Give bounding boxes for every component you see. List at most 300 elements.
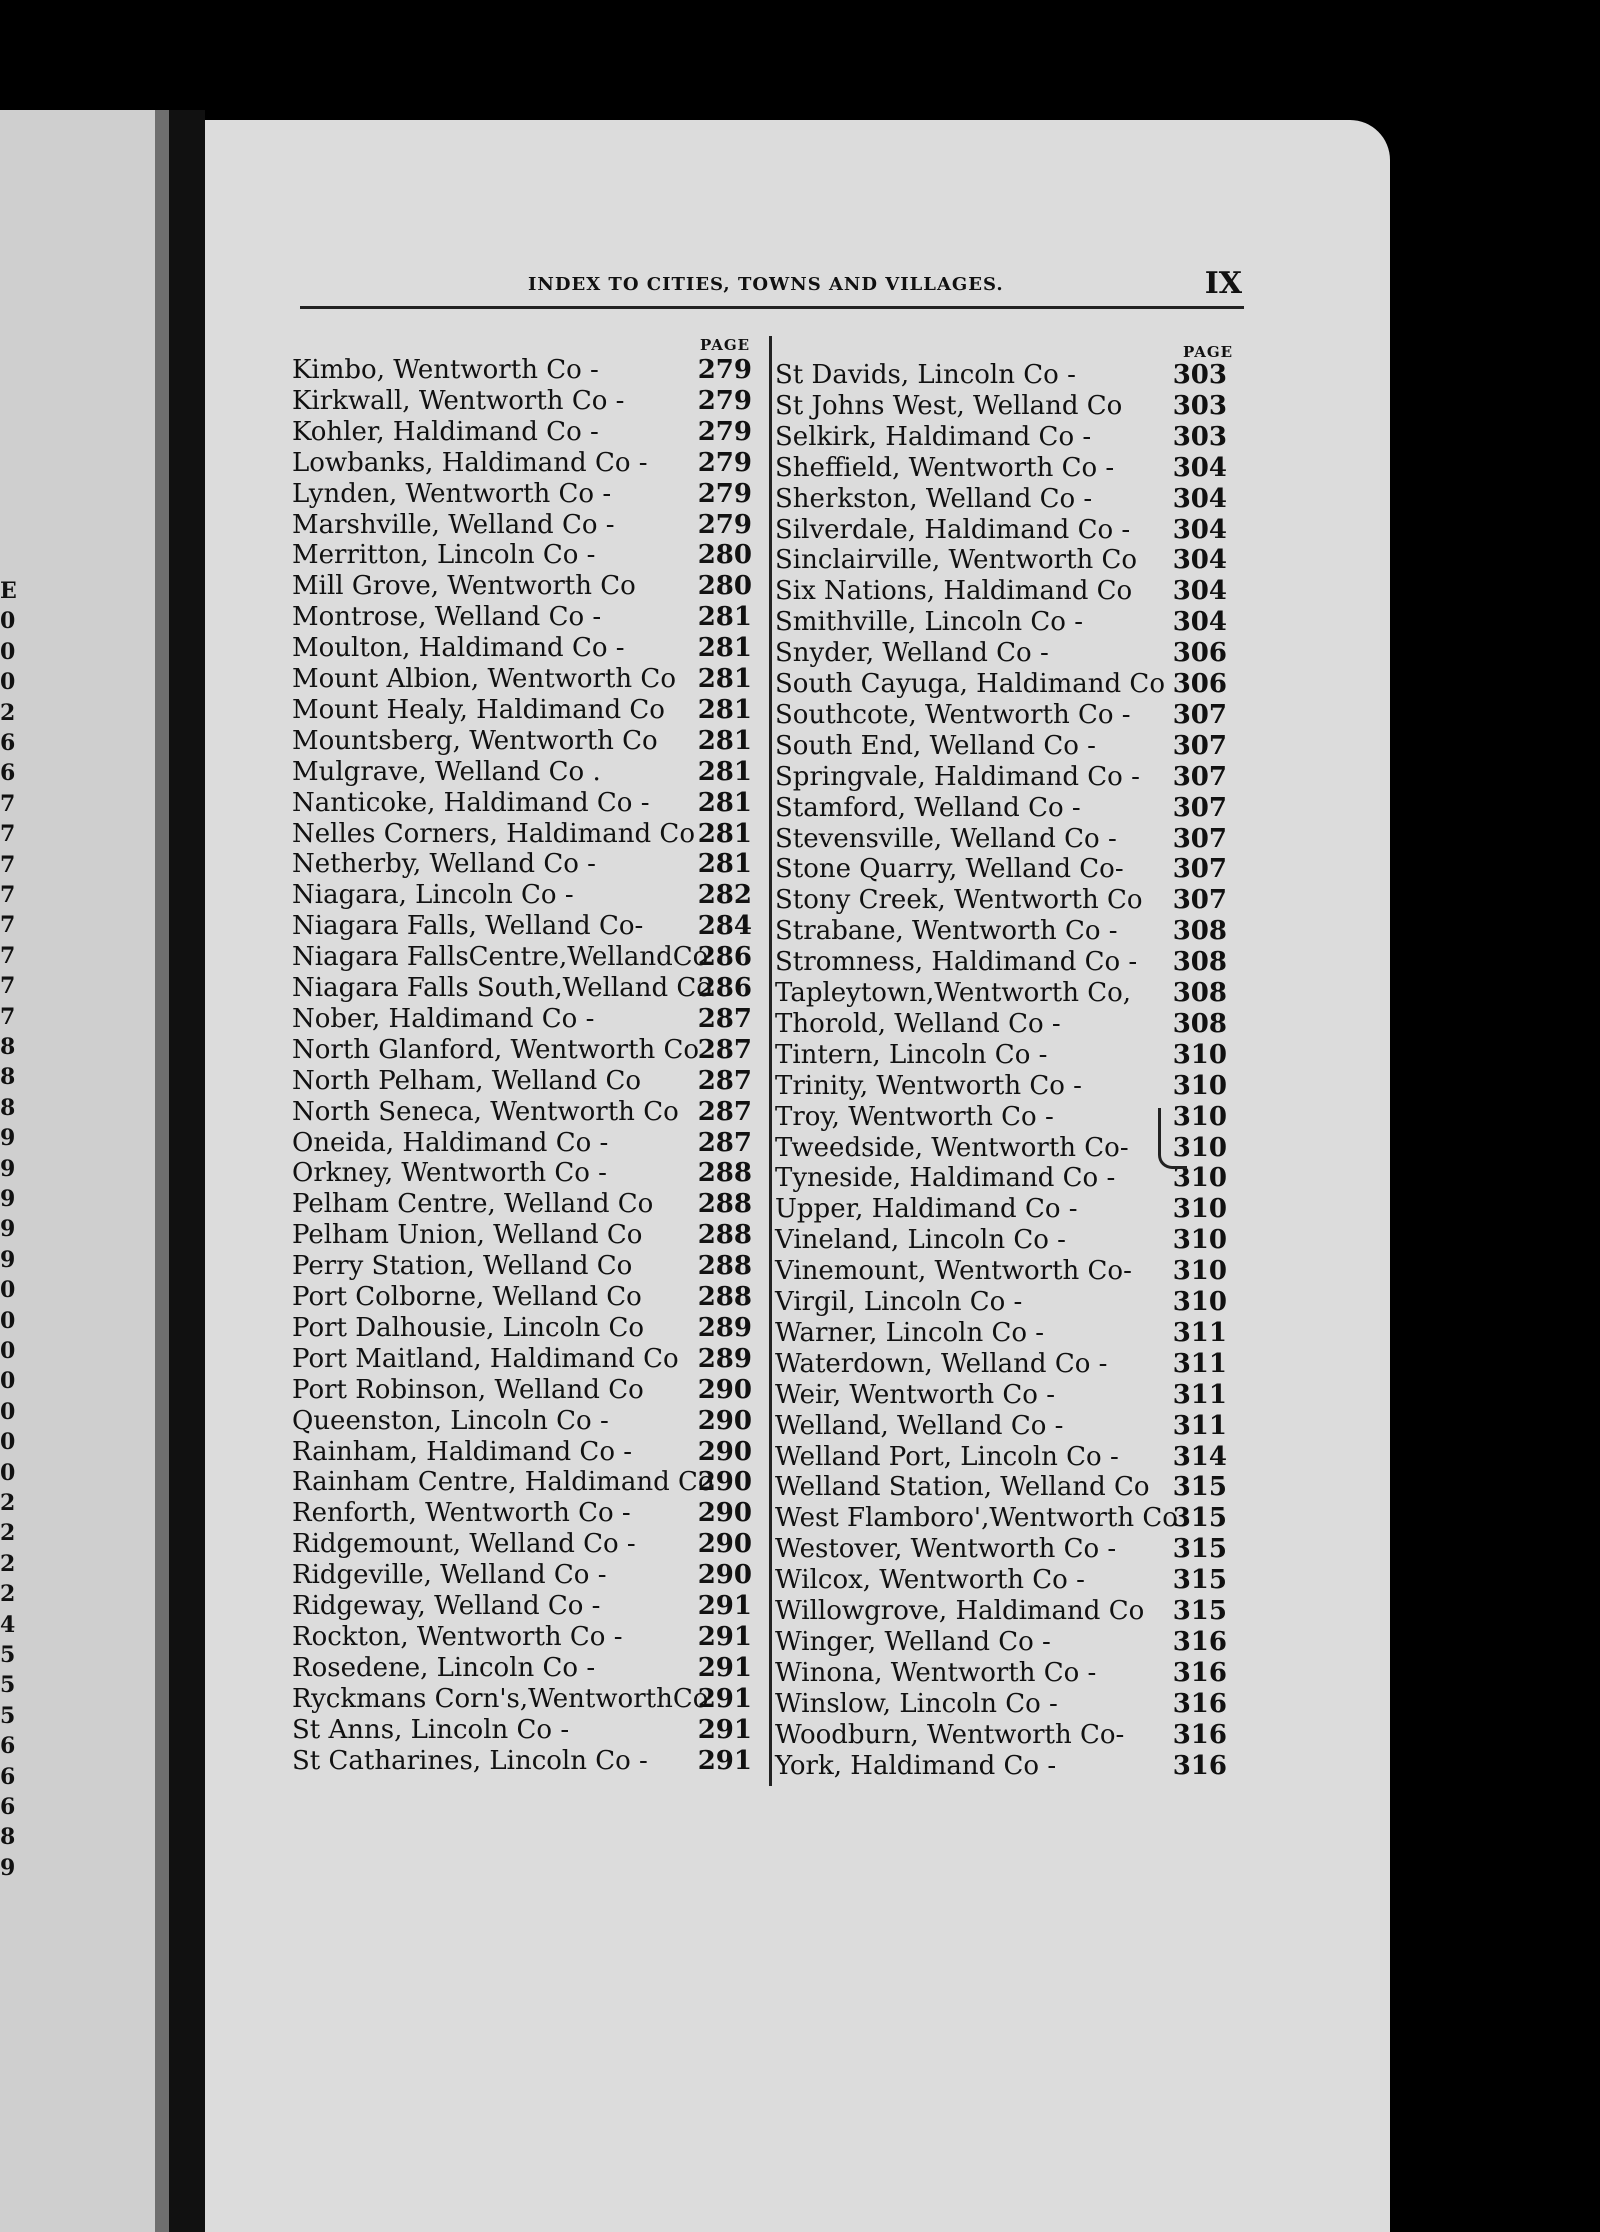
entry-place: Trinity, Wentworth Co - (775, 1070, 1082, 1101)
entry-place: Southcote, Wentworth Co - (775, 699, 1131, 730)
previous-page-fragment: 9 (0, 1854, 16, 1881)
entry-place: Port Dalhousie, Lincoln Co (292, 1312, 645, 1343)
entry-place: Marshville, Welland Co - (292, 509, 615, 540)
entry-page: 291 (697, 1652, 752, 1683)
entry-place: Westover, Wentworth Co - (775, 1534, 1117, 1565)
entry-page: 316 (1172, 1657, 1227, 1688)
entry-place: Mill Grove, Wentworth Co (292, 571, 636, 602)
entry-page: 303 (1172, 390, 1227, 421)
index-entry (775, 854, 1235, 885)
entry-page: 289 (697, 1343, 752, 1374)
index-entry (292, 479, 752, 510)
entry-page: 281 (697, 664, 752, 694)
previous-page-fragment: 2 (0, 1550, 16, 1577)
entry-page: 279 (697, 355, 752, 385)
index-entry (775, 1472, 1235, 1503)
entry-place: Queenston, Lincoln Co - (292, 1405, 609, 1436)
previous-page-fragment: 9 (0, 1125, 16, 1152)
index-entry (292, 355, 752, 386)
index-entry (292, 571, 752, 602)
entry-page: 304 (1172, 576, 1227, 607)
entry-place: St Anns, Lincoln Co - (292, 1714, 570, 1745)
index-entry (292, 973, 752, 1004)
index-entry (292, 1591, 752, 1622)
entry-place: Lowbanks, Haldimand Co - (292, 447, 648, 478)
entry-page: 281 (697, 849, 752, 880)
index-entry (292, 1344, 752, 1375)
entry-page: 281 (697, 787, 752, 818)
index-entry (292, 1622, 752, 1653)
entry-place: Upper, Haldimand Co - (775, 1194, 1078, 1225)
index-entry (775, 978, 1235, 1009)
previous-page-fragment: 5 (0, 1672, 16, 1699)
entry-place: Kohler, Haldimand Co - (292, 416, 599, 447)
entry-place: Vineland, Lincoln Co - (775, 1225, 1066, 1256)
entry-place: Troy, Wentworth Co - (775, 1101, 1054, 1132)
entry-place: Warner, Lincoln Co - (775, 1317, 1045, 1348)
entry-page: 308 (1172, 947, 1227, 978)
entry-place: Willowgrove, Haldimand Co (775, 1596, 1145, 1626)
entry-place: Winslow, Lincoln Co - (775, 1688, 1058, 1719)
entry-page: 316 (1172, 1719, 1227, 1750)
entry-place: Thorold, Welland Co - (775, 1008, 1061, 1039)
previous-page-fragment: 7 (0, 882, 16, 908)
index-entry (775, 638, 1235, 669)
entry-place: Renforth, Wentworth Co - (292, 1498, 631, 1529)
entry-page: 287 (697, 1034, 752, 1065)
entry-page: 306 (1172, 638, 1227, 669)
entry-page: 310 (1172, 1039, 1227, 1070)
previous-page-fragment: 0 (0, 608, 16, 635)
previous-page-fragment: 7 (0, 973, 16, 1000)
entry-page: 307 (1172, 730, 1227, 761)
previous-page-fragment: E (0, 578, 17, 604)
previous-page-fragment: 8 (0, 1034, 16, 1060)
entry-place: Welland Station, Welland Co (775, 1472, 1150, 1503)
index-entry (775, 824, 1235, 855)
entry-place: Rainham, Haldimand Co - (292, 1436, 633, 1467)
entry-page: 307 (1172, 761, 1227, 792)
entry-place: Stony Creek, Wentworth Co (775, 885, 1143, 916)
entry-place: South Cayuga, Haldimand Co (775, 669, 1165, 699)
entry-page: 310 (1172, 1070, 1227, 1101)
entry-page: 286 (697, 942, 752, 973)
header-rule (300, 306, 1244, 309)
entry-place: Nelles Corners, Haldimand Co (292, 818, 695, 849)
previous-page-fragment: 9 (0, 1155, 16, 1182)
entry-place: Waterdown, Welland Co - (775, 1348, 1108, 1379)
entry-place: North Glanford, Wentworth Co (292, 1034, 700, 1065)
entry-place: Mulgrave, Welland Co . (292, 756, 601, 787)
entry-place: Strabane, Wentworth Co - (775, 916, 1118, 947)
previous-page-fragment: 0 (0, 1368, 16, 1395)
entry-page: 279 (697, 478, 752, 509)
previous-page-fragment: 0 (0, 669, 16, 696)
index-entry (292, 510, 752, 541)
entry-page: 290 (697, 1374, 752, 1405)
entry-place: Snyder, Welland Co - (775, 638, 1049, 669)
entry-page: 279 (697, 509, 752, 540)
index-entry (775, 1380, 1235, 1411)
page-header (300, 266, 1244, 306)
index-entry (292, 1715, 752, 1746)
index-entry (292, 1035, 752, 1066)
entry-page: 304 (1172, 545, 1227, 576)
entry-place: Rockton, Wentworth Co - (292, 1621, 623, 1652)
index-entry (292, 1282, 752, 1313)
entry-page: 284 (697, 911, 752, 942)
entry-place: Rosedene, Lincoln Co - (292, 1652, 596, 1683)
index-entry (775, 1751, 1235, 1782)
entry-place: St Johns West, Welland Co (775, 390, 1123, 421)
entry-page: 287 (697, 1065, 752, 1096)
entry-page: 311 (1172, 1348, 1227, 1379)
entry-place: Woodburn, Wentworth Co- (775, 1719, 1125, 1750)
index-entry (292, 880, 752, 911)
entry-place: Oneida, Haldimand Co - (292, 1127, 609, 1158)
entry-place: Kirkwall, Wentworth Co - (292, 385, 625, 416)
entry-place: Springvale, Haldimand Co - (775, 761, 1140, 792)
entry-place: Lynden, Wentworth Co - (292, 478, 612, 509)
entry-page: 288 (697, 1158, 752, 1189)
previous-page-fragment: 0 (0, 638, 16, 665)
index-entry (292, 417, 752, 448)
entry-page: 307 (1172, 854, 1227, 885)
entry-page: 281 (697, 756, 752, 787)
index-entry (292, 448, 752, 479)
entry-place: Nanticoke, Haldimand Co - (292, 787, 650, 818)
index-entry (292, 1653, 752, 1684)
previous-page-fragment: 8 (0, 1094, 16, 1121)
entry-page: 281 (697, 725, 752, 756)
index-entry (775, 515, 1235, 546)
index-entry (292, 819, 752, 850)
entry-place: Merritton, Lincoln Co - (292, 540, 596, 571)
entry-place: Moulton, Haldimand Co - (292, 633, 625, 664)
entry-page: 316 (1172, 1626, 1227, 1657)
previous-page-fragment: 7 (0, 821, 16, 848)
index-entry (775, 1318, 1235, 1349)
entry-page: 315 (1172, 1565, 1227, 1596)
page-number: IX (1204, 266, 1242, 301)
entry-page: 287 (697, 1003, 752, 1034)
entry-page: 291 (697, 1591, 752, 1621)
index-entry (775, 1627, 1235, 1658)
book-gutter (169, 110, 205, 2232)
previous-page-fragment: 6 (0, 760, 16, 787)
index-entry (292, 1097, 752, 1128)
entry-place: Weir, Wentworth Co - (775, 1379, 1055, 1410)
entry-page: 308 (1172, 1008, 1227, 1039)
index-entry (292, 1560, 752, 1591)
entry-page: 286 (697, 973, 752, 1003)
index-entry (292, 788, 752, 819)
index-entry (775, 1349, 1235, 1380)
entry-place: Winger, Welland Co - (775, 1626, 1051, 1657)
entry-page: 304 (1172, 452, 1227, 483)
index-entry (775, 1194, 1235, 1225)
entry-page: 304 (1172, 607, 1227, 638)
previous-page-fragment: 7 (0, 912, 16, 939)
index-entry (775, 1689, 1235, 1720)
entry-place: Sherkston, Welland Co - (775, 483, 1093, 514)
index-entry (775, 1534, 1235, 1565)
index-entry (775, 1596, 1235, 1627)
entry-page: 314 (1172, 1441, 1227, 1472)
index-entry (775, 422, 1235, 453)
index-entry (775, 885, 1235, 916)
entry-page: 304 (1172, 514, 1227, 545)
entry-page: 291 (697, 1714, 752, 1745)
entry-page: 290 (697, 1405, 752, 1436)
index-entry (775, 1009, 1235, 1040)
previous-page-fragment: 0 (0, 1429, 16, 1456)
index-entry (775, 1287, 1235, 1318)
entry-place: Ridgemount, Welland Co - (292, 1529, 636, 1560)
index-entry (292, 1158, 752, 1189)
entry-page: 315 (1172, 1503, 1227, 1534)
index-entry (775, 607, 1235, 638)
index-entry (775, 1720, 1235, 1751)
previous-page (0, 110, 160, 2232)
entry-page: 307 (1172, 792, 1227, 823)
previous-page-fragment: 7 (0, 1003, 16, 1030)
index-entry (292, 1128, 752, 1159)
previous-page-fragment: 6 (0, 1794, 16, 1820)
index-entry (292, 849, 752, 880)
previous-page-fragment: 8 (0, 1064, 16, 1091)
previous-page-fragment: 7 (0, 851, 16, 878)
entry-place: Selkirk, Haldimand Co - (775, 421, 1092, 452)
entry-place: Ridgeway, Welland Co - (292, 1591, 601, 1621)
entry-place: Tapleytown,Wentworth Co, (775, 978, 1132, 1008)
entry-place: North Pelham, Welland Co (292, 1065, 642, 1096)
entry-place: Virgil, Lincoln Co - (775, 1287, 1023, 1317)
index-entry (292, 1375, 752, 1406)
entry-place: South End, Welland Co - (775, 730, 1096, 761)
entry-page: 281 (697, 694, 752, 725)
entry-place: Pelham Union, Welland Co (292, 1220, 643, 1251)
index-entry (775, 1503, 1235, 1534)
previous-page-fragment: 7 (0, 790, 16, 817)
entry-page: 290 (697, 1467, 752, 1498)
entry-page: 310 (1172, 1101, 1227, 1132)
entry-place: Welland, Welland Co - (775, 1410, 1064, 1441)
index-entry (775, 1565, 1235, 1596)
index-entry (775, 576, 1235, 607)
entry-place: Mount Healy, Haldimand Co (292, 694, 665, 725)
index-entry (292, 942, 752, 973)
previous-page-fragment: 9 (0, 1216, 16, 1243)
entry-page: 290 (697, 1498, 752, 1529)
entry-place: Port Maitland, Haldimand Co (292, 1343, 679, 1374)
entry-place: Ridgeville, Welland Co - (292, 1560, 607, 1591)
pencil-mark (1158, 1108, 1187, 1169)
entry-page: 304 (1172, 483, 1227, 514)
entry-place: Tweedside, Wentworth Co- (775, 1132, 1129, 1163)
entry-page: 303 (1172, 360, 1227, 390)
entry-page: 291 (697, 1621, 752, 1652)
entry-page: 290 (697, 1529, 752, 1560)
entry-place: Stone Quarry, Welland Co- (775, 854, 1124, 885)
index-entry (775, 762, 1235, 793)
entry-page: 315 (1172, 1472, 1227, 1503)
entry-place: Kimbo, Wentworth Co - (292, 355, 599, 385)
entry-page: 281 (697, 633, 752, 664)
entry-place: Vinemount, Wentworth Co- (775, 1256, 1132, 1287)
entry-page: 310 (1172, 1287, 1227, 1317)
previous-page-fragment: 5 (0, 1642, 16, 1668)
index-entry (775, 1071, 1235, 1102)
entry-place: Winona, Wentworth Co - (775, 1657, 1097, 1688)
entry-place: Sinclairville, Wentworth Co (775, 545, 1138, 576)
index-entry (775, 700, 1235, 731)
entry-place: Stromness, Haldimand Co - (775, 947, 1138, 978)
entry-page: 308 (1172, 978, 1227, 1008)
entry-page: 291 (697, 1683, 752, 1714)
page-title: INDEX TO CITIES, TOWNS AND VILLAGES. (528, 274, 1004, 295)
entry-page: 308 (1172, 916, 1227, 947)
entry-page: 315 (1172, 1534, 1227, 1565)
entry-page: 282 (697, 880, 752, 911)
entry-page: 311 (1172, 1410, 1227, 1441)
index-entry (292, 1529, 752, 1560)
entry-place: Ryckmans Corn's,WentworthCo (292, 1683, 709, 1714)
entry-page: 310 (1172, 1194, 1227, 1225)
entry-page: 315 (1172, 1596, 1227, 1626)
entry-place: Six Nations, Haldimand Co (775, 576, 1133, 607)
entry-place: Tintern, Lincoln Co - (775, 1039, 1048, 1070)
entry-place: Pelham Centre, Welland Co (292, 1189, 654, 1220)
previous-page-fragment: 0 (0, 1398, 16, 1425)
index-entry (775, 453, 1235, 484)
previous-page-fragment: 5 (0, 1702, 16, 1729)
entry-page: 303 (1172, 421, 1227, 452)
entry-page: 310 (1172, 1132, 1227, 1163)
previous-page-fragment: 9 (0, 1186, 16, 1212)
index-entry (292, 757, 752, 788)
entry-place: Stamford, Welland Co - (775, 792, 1081, 823)
index-entry (775, 484, 1235, 515)
index-entry (775, 1442, 1235, 1473)
entry-place: Rainham Centre, Haldimand Co (292, 1467, 714, 1498)
entry-page: 287 (697, 1127, 752, 1158)
index-entry (292, 1313, 752, 1344)
index-entry (292, 1437, 752, 1468)
entry-page: 306 (1172, 669, 1227, 699)
entry-place: Niagara, Lincoln Co - (292, 880, 574, 911)
index-entry (292, 633, 752, 664)
entry-place: North Seneca, Wentworth Co (292, 1096, 679, 1127)
index-entry (775, 545, 1235, 576)
previous-page-fragment: 2 (0, 1490, 16, 1516)
entry-page: 307 (1172, 823, 1227, 854)
entry-place: Port Robinson, Welland Co (292, 1374, 644, 1405)
index-entry (775, 1225, 1235, 1256)
entry-place: Tyneside, Haldimand Co - (775, 1163, 1116, 1194)
entry-page: 287 (697, 1096, 752, 1127)
index-entry (775, 1040, 1235, 1071)
previous-page-fragment: 0 (0, 1277, 16, 1304)
entry-page: 310 (1172, 1163, 1227, 1194)
previous-page-fragment: 0 (0, 1307, 16, 1334)
entry-place: Montrose, Welland Co - (292, 602, 602, 633)
index-entry (775, 1411, 1235, 1442)
index-entry (292, 1189, 752, 1220)
entry-page: 290 (697, 1436, 752, 1467)
entry-place: Perry Station, Welland Co (292, 1251, 633, 1282)
entry-page: 288 (697, 1251, 752, 1282)
index-entry (292, 664, 752, 695)
entry-page: 279 (697, 416, 752, 447)
previous-page-fragment: 2 (0, 699, 16, 726)
index-entry (292, 540, 752, 571)
index-entry (775, 916, 1235, 947)
index-entry (292, 1004, 752, 1035)
entry-page: 281 (697, 602, 752, 633)
previous-page-fragment: 4 (0, 1611, 16, 1638)
entry-page: 311 (1172, 1317, 1227, 1348)
entry-place: St Catharines, Lincoln Co - (292, 1745, 648, 1776)
entry-place: Sheffield, Wentworth Co - (775, 452, 1115, 483)
entry-page: 279 (697, 385, 752, 416)
entry-place: Niagara Falls, Welland Co- (292, 911, 644, 942)
index-entry (292, 602, 752, 633)
entry-page: 291 (697, 1745, 752, 1776)
entry-place: Mount Albion, Wentworth Co (292, 664, 676, 694)
index-entry (292, 1251, 752, 1282)
entry-place: Niagara FallsCentre,WellandCo (292, 942, 709, 973)
previous-page-fragment: 8 (0, 1824, 16, 1851)
index-entry (775, 669, 1235, 700)
entry-place: Netherby, Welland Co - (292, 849, 596, 880)
index-entry (775, 1658, 1235, 1689)
previous-page-fragment: 6 (0, 730, 16, 756)
entry-place: Welland Port, Lincoln Co - (775, 1441, 1119, 1472)
previous-page-fragment: 7 (0, 942, 16, 969)
entry-page: 288 (697, 1282, 752, 1312)
entry-place: Mountsberg, Wentworth Co (292, 725, 658, 756)
entry-page: 280 (697, 571, 752, 602)
entry-page: 307 (1172, 699, 1227, 730)
left-column-heading: PAGE (700, 336, 751, 354)
previous-page-edge (155, 110, 169, 2232)
previous-page-fragment: 2 (0, 1581, 16, 1608)
index-entry (775, 1256, 1235, 1287)
index-entry (292, 1684, 752, 1715)
entry-page: 310 (1172, 1256, 1227, 1287)
entry-place: Stevensville, Welland Co - (775, 823, 1117, 854)
entry-place: York, Haldimand Co - (775, 1750, 1057, 1781)
index-entry (292, 911, 752, 942)
previous-page-fragment: 9 (0, 1246, 16, 1273)
index-entry (292, 386, 752, 417)
entry-place: West Flamboro',Wentworth Co (775, 1503, 1178, 1534)
previous-page-fragment: 6 (0, 1733, 16, 1760)
index-entry (775, 391, 1235, 422)
entry-page: 310 (1172, 1225, 1227, 1256)
index-entry (775, 731, 1235, 762)
index-entry (292, 1746, 752, 1777)
entry-page: 316 (1172, 1750, 1227, 1781)
index-entry (775, 947, 1235, 978)
entry-page: 289 (697, 1312, 752, 1343)
entry-page: 311 (1172, 1379, 1227, 1410)
right-column-heading: PAGE (1183, 343, 1234, 361)
index-entry (292, 1498, 752, 1529)
entry-place: Orkney, Wentworth Co - (292, 1158, 607, 1189)
index-entry (292, 695, 752, 726)
